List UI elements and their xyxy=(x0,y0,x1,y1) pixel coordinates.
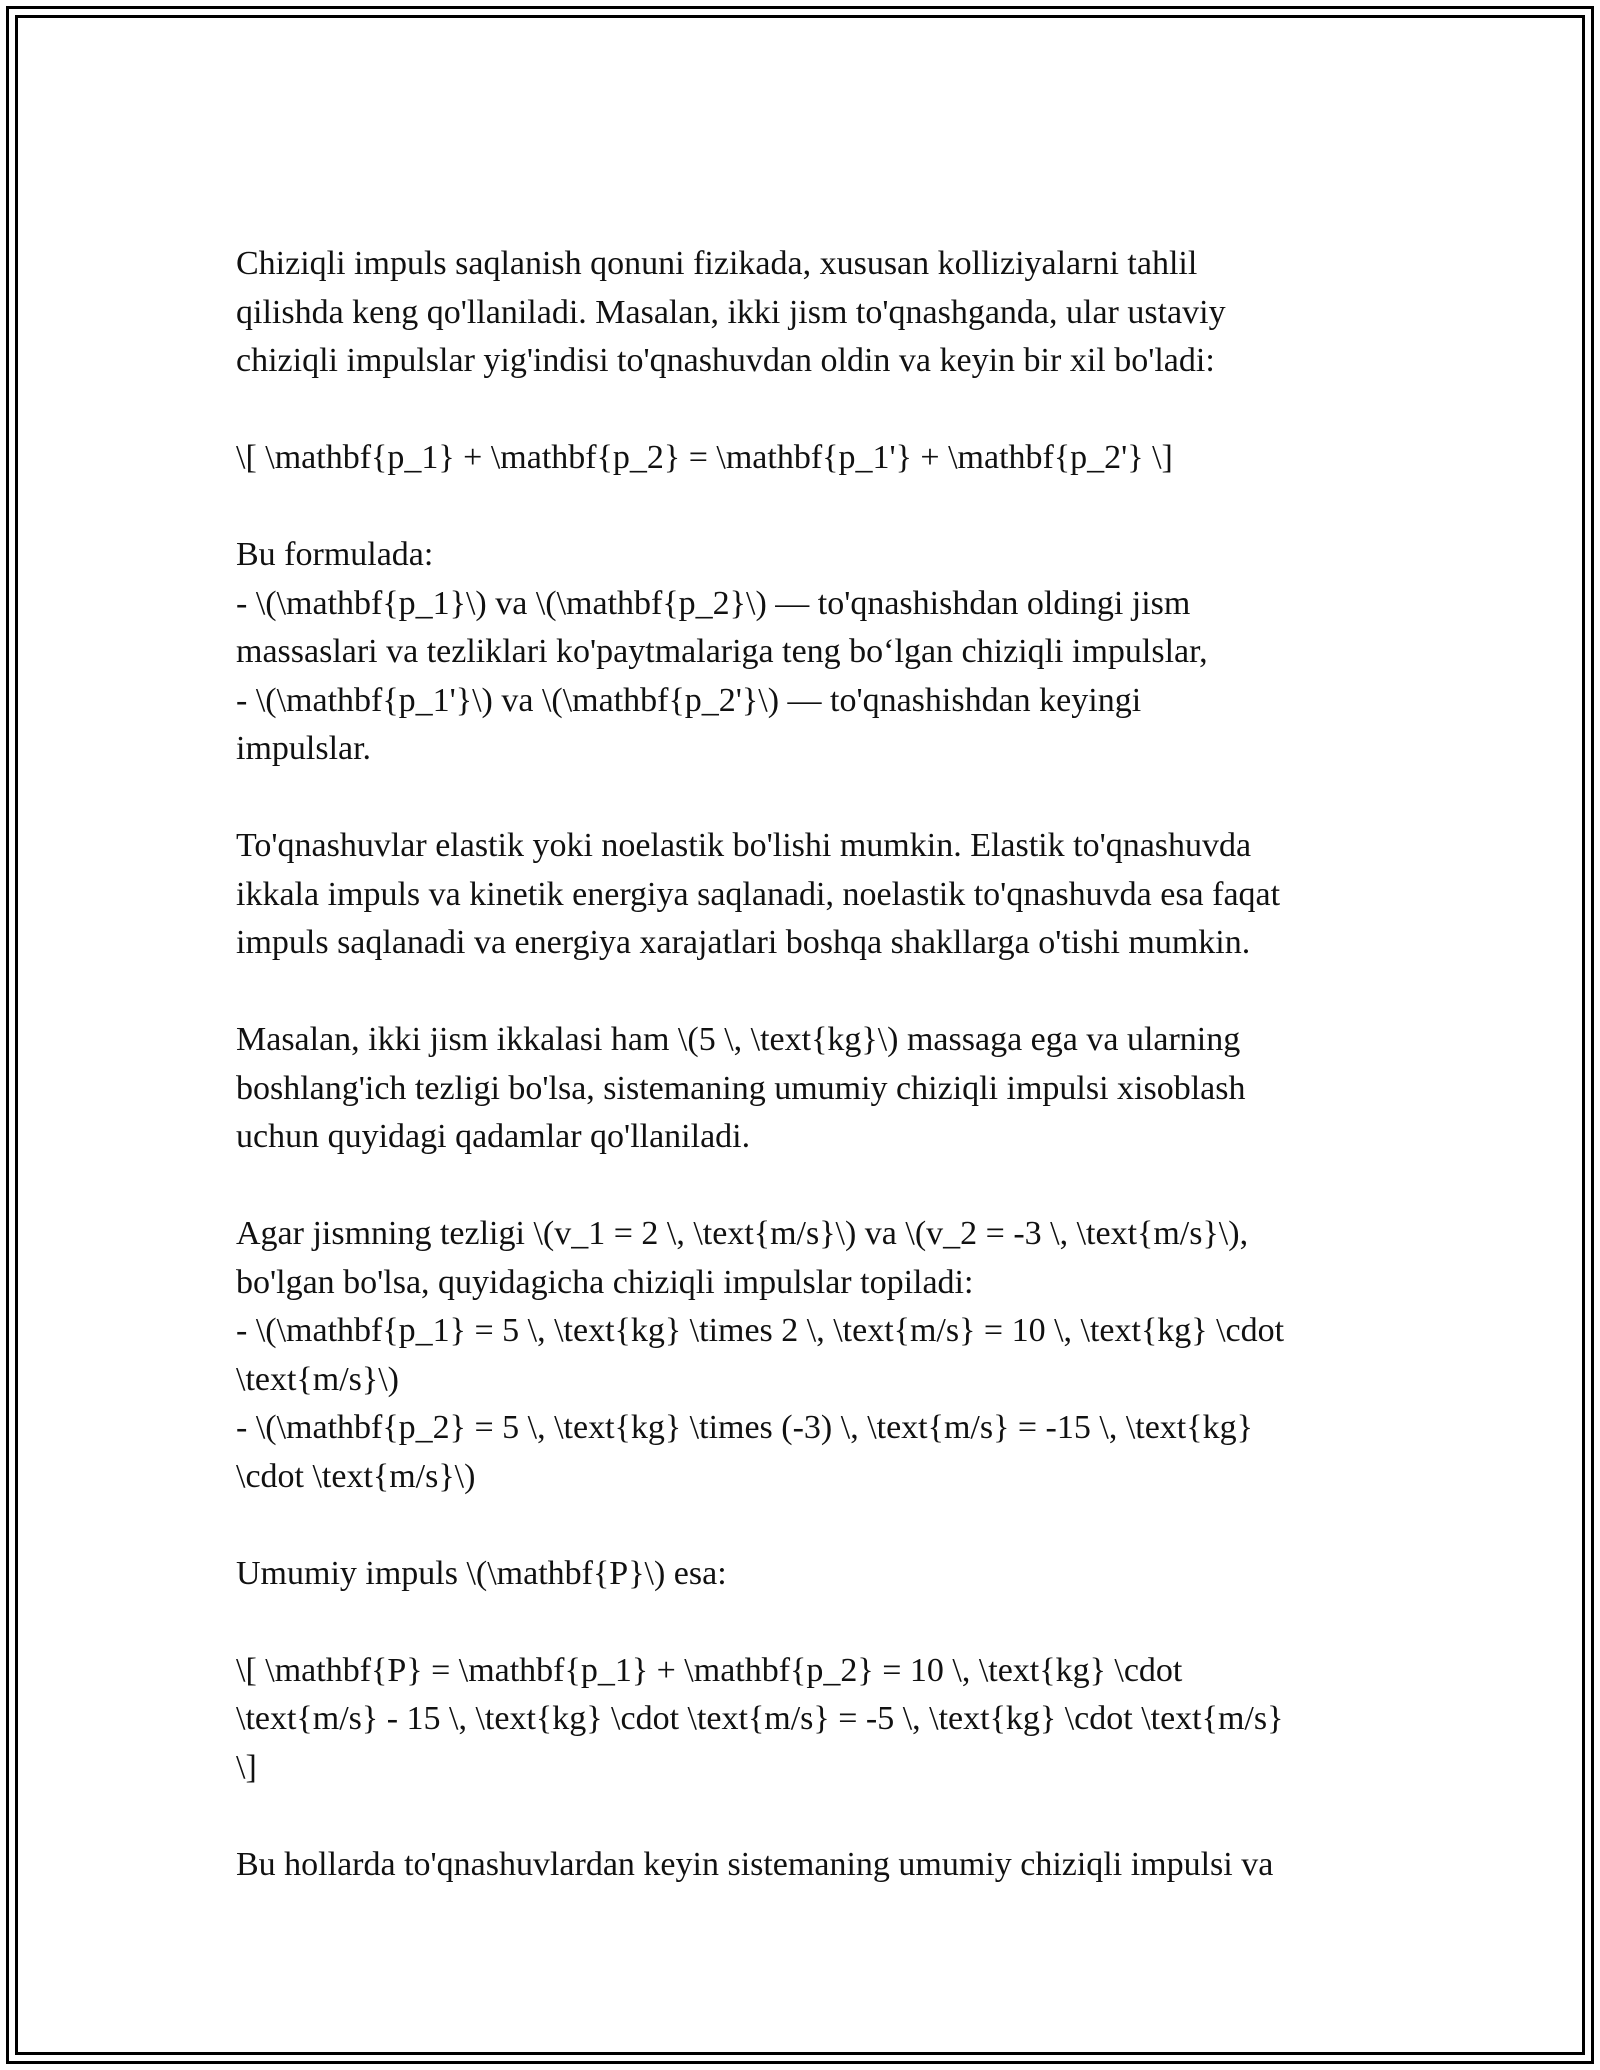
paragraph-collision-types xyxy=(236,822,1376,968)
paragraph-example-calculation xyxy=(236,1210,1376,1501)
text-line: Chiziqli impuls saqlanish qonuni fizikada, xususan kolliziyalarni tahlil xyxy=(236,245,1198,282)
text-line: - \(\mathbf{p_1} = 5 \, \text{kg} \times 2 \, \text{m/s} = 10 \, \text{kg} \cdot xyxy=(236,1312,1285,1349)
text-line: impuls saqlanadi va energiya xarajatlari boshqa shakllarga o'tishi mumkin. xyxy=(236,924,1251,961)
text-line: Umumiy impuls \(\mathbf{P}\) esa: xyxy=(236,1554,727,1592)
paragraph-example-intro xyxy=(236,1016,1376,1162)
paragraph-conclusion xyxy=(236,1841,1376,1890)
formula-line: \] xyxy=(236,1748,257,1786)
text-line: Agar jismning tezligi \(v_1 = 2 \, \text{m/s}\) va \(v_2 = -3 \, \text{m/s}\), xyxy=(236,1215,1249,1252)
text-line: \cdot \text{m/s}\) xyxy=(236,1457,476,1495)
paragraph-conservation-formula xyxy=(236,434,1376,483)
text-line: To'qnashuvlar elastik yoki noelastik bo'lishi mumkin. Elastik to'qnashuvda xyxy=(236,827,1252,864)
text-line: qilishda keng qo'llaniladi. Masalan, ikki jism to'qnashganda, ular ustaviy xyxy=(236,293,1226,331)
formula-line: \[ \mathbf{P} = \mathbf{p_1} + \mathbf{p_2} = 10 \, \text{kg} \cdot xyxy=(236,1651,1183,1689)
text-line: \text{m/s}\) xyxy=(236,1360,399,1398)
text-line: bo'lgan bo'lsa, quyidagicha chiziqli impulslar topiladi: xyxy=(236,1263,974,1301)
text-line: Bu formulada: xyxy=(236,536,434,573)
text-line: massaslari va tezliklari ko'paytmalariga teng bo‘lgan chiziqli impulslar, xyxy=(236,633,1208,670)
text-line: Bu hollarda to'qnashuvlardan keyin sistemaning umumiy chiziqli impulsi va xyxy=(236,1845,1274,1883)
text-line: Masalan, ikki jism ikkalasi ham \(5 \, \text{kg}\) massaga ega va ularning xyxy=(236,1021,1241,1058)
text-line: - \(\mathbf{p_1'}\) va \(\mathbf{p_2'}\) — to'qnashishdan keyingi xyxy=(236,681,1142,719)
document-body xyxy=(236,240,1376,1938)
text-line: uchun quyidagi qadamlar qo'llaniladi. xyxy=(236,1118,751,1155)
text-line: - \(\mathbf{p_1}\) va \(\mathbf{p_2}\) — to'qnashishdan oldingi jism xyxy=(236,584,1191,622)
text-line: - \(\mathbf{p_2} = 5 \, \text{kg} \times (-3) \, \text{m/s} = -15 \, \text{kg} xyxy=(236,1409,1253,1446)
text-line: impulslar. xyxy=(236,730,372,767)
formula-line: \text{m/s} - 15 \, \text{kg} \cdot \text{m/s} = -5 \, \text{kg} \cdot \text{m/s} xyxy=(236,1700,1284,1737)
text-line: ikkala impuls va kinetik energiya saqlanadi, noelastik to'qnashuvda esa faqat xyxy=(236,875,1281,913)
paragraph-total-formula xyxy=(236,1647,1376,1793)
text-line: chiziqli impulslar yig'indisi to'qnashuvdan oldin va keyin bir xil bo'ladi: xyxy=(236,342,1215,379)
formula-line: \[ \mathbf{p_1} + \mathbf{p_2} = \mathbf{p_1'} + \mathbf{p_2'} \] xyxy=(236,439,1173,476)
paragraph-intro xyxy=(236,240,1376,386)
text-line: boshlang'ich tezligi bo'lsa, sistemaning umumiy chiziqli impulsi xisoblash xyxy=(236,1069,1246,1107)
paragraph-total-momentum xyxy=(236,1550,1376,1599)
paragraph-formula-explanation xyxy=(236,531,1376,774)
